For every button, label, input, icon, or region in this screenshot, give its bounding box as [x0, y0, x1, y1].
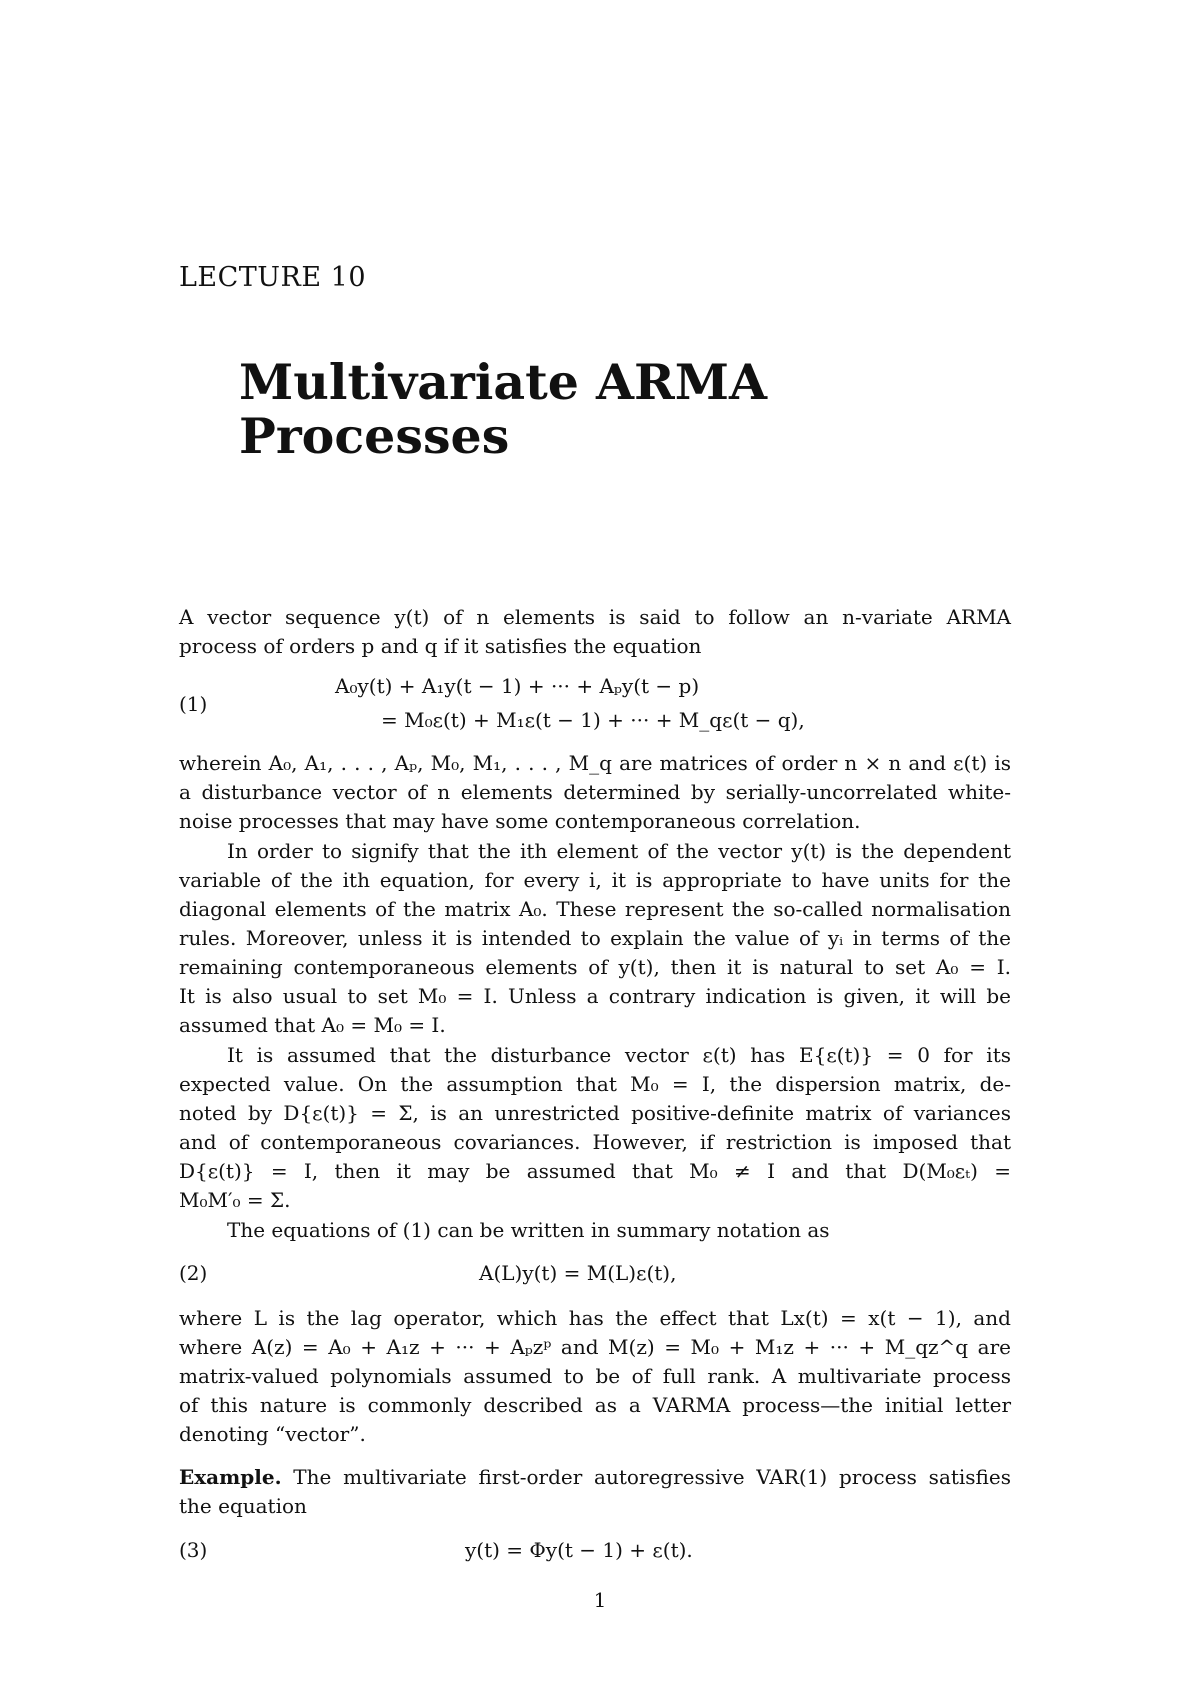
body-line: The equations of (1) can be written in summary notation as [227, 1218, 830, 1242]
body-line: wherein A₀, A₁, . . . , Aₚ, M₀, M₁, . . . , M_q are matrices of order n × n and ε(t) is [179, 751, 1011, 775]
body-line: rules. Moreover, unless it is intended to explain the value of yᵢ in terms of the [179, 926, 1011, 950]
example-label: Example. [179, 1465, 282, 1489]
example-line [179, 1463, 1011, 1492]
body-line: remaining contemporaneous elements of y(t), then it is natural to set A₀ = I. [179, 955, 1011, 979]
equation-1-line-2: = M₀ε(t) + M₁ε(t − 1) + ··· + M_qε(t − q), [381, 708, 805, 732]
body-line: noise processes that may have some contemporaneous correlation. [179, 809, 861, 833]
body-line: expected value. On the assumption that M₀ = I, the dispersion matrix, de- [179, 1072, 1011, 1096]
body-line: where L is the lag operator, which has the effect that Lx(t) = x(t − 1), and [179, 1306, 1011, 1330]
body-line: a disturbance vector of n elements determined by serially-uncorrelated white- [179, 780, 1011, 804]
body-line: diagonal elements of the matrix A₀. These represent the so-called normalisation [179, 897, 1011, 921]
body-line: of this nature is commonly described as a VARMA process—the initial letter [179, 1393, 1011, 1417]
page-number: 1 [593, 1588, 607, 1612]
body-line: and of contemporaneous covariances. However, if restriction is imposed that [179, 1130, 1011, 1154]
body-line: A vector sequence y(t) of n elements is said to follow an n-variate ARMA [179, 605, 1011, 629]
equation-number: (2) [179, 1261, 208, 1285]
body-line: In order to signify that the ith element of the vector y(t) is the dependent [227, 839, 1011, 863]
body-line: M₀M′₀ = Σ. [179, 1188, 291, 1212]
equation-number: (1) [179, 692, 208, 716]
lecture-label: LECTURE 10 [179, 262, 367, 293]
body-line: noted by D{ε(t)} = Σ, is an unrestricted positive-definite matrix of variances [179, 1101, 1011, 1125]
body-line: It is assumed that the disturbance vector ε(t) has E{ε(t)} = 0 for its [227, 1043, 1011, 1067]
equation-1-line-1: A₀y(t) + A₁y(t − 1) + ··· + Aₚy(t − p) [335, 674, 700, 698]
body-line: where A(z) = A₀ + A₁z + ··· + Aₚzᵖ and M(z) = M₀ + M₁z + ··· + M_qz^q are [179, 1335, 1011, 1359]
body-line: variable of the ith equation, for every i, it is appropriate to have units for the [179, 868, 1011, 892]
page-title [239, 355, 767, 463]
body-line: D{ε(t)} = I, then it may be assumed that M₀ ≠ I and that D(M₀εₜ) = [179, 1159, 1011, 1183]
equation-number: (3) [179, 1538, 208, 1562]
body-line: assumed that A₀ = M₀ = I. [179, 1013, 446, 1037]
body-line: the equation [179, 1494, 307, 1518]
body-line: denoting “vector”. [179, 1422, 366, 1446]
title-line-1: Multivariate ARMA [239, 353, 767, 411]
body-line: process of orders p and q if it satisfies the equation [179, 634, 702, 658]
body-line: matrix-valued polynomials assumed to be of full rank. A multivariate process [179, 1364, 1011, 1388]
equation-3: y(t) = Φy(t − 1) + ε(t). [465, 1538, 693, 1562]
equation-2: A(L)y(t) = M(L)ε(t), [479, 1261, 677, 1285]
title-line-2: Processes [239, 407, 510, 465]
body-line: It is also usual to set M₀ = I. Unless a contrary indication is given, it will be [179, 984, 1011, 1008]
example-text: The multivariate first-order autoregressive VAR(1) process satisfies [281, 1465, 1011, 1489]
